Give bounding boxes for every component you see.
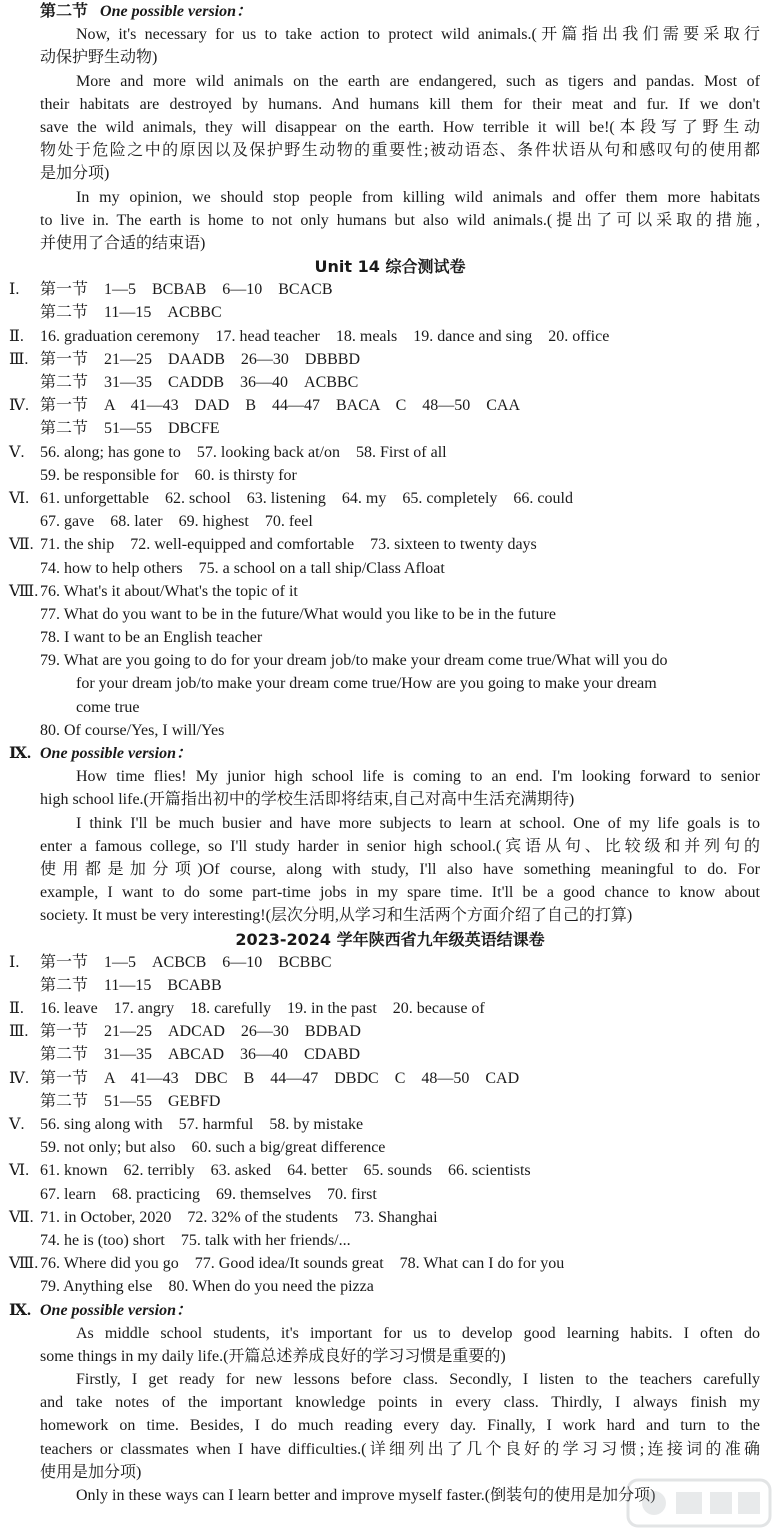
essay-line: enter a famous college, so I'll study harder in senior high school.(宾语从句、比较级和并列句的 bbox=[40, 837, 760, 855]
answer-text: 74. he is (too) short 75. talk with her friends/... bbox=[40, 1231, 351, 1249]
essay-line: high school life.(开篇指出初中的学校生活即将结束,自己对高中生活充满期待) bbox=[40, 791, 575, 809]
answer-line bbox=[0, 557, 780, 580]
answer-line bbox=[0, 1159, 780, 1182]
answer-line bbox=[0, 441, 780, 464]
roman-numeral: Ⅷ. bbox=[9, 582, 39, 600]
roman-numeral: Ⅰ. bbox=[9, 281, 20, 299]
roman-numeral: Ⅵ. bbox=[9, 489, 30, 507]
answer-text: 第一节 21—25 DAADB 26—30 DBBBD bbox=[40, 350, 361, 368]
essay-line: to live in. The earth is home to not only humans but also wild animals.(提出了可以采取的措施, bbox=[40, 211, 760, 229]
essay-line: some things in my daily life.(开篇总述养成良好的学习习惯是重要的) bbox=[40, 1347, 506, 1365]
answer-text: 76. Where did you go 77. Good idea/It sounds great 78. What can I do for you bbox=[40, 1255, 565, 1273]
essay-line: In my opinion, we should stop people from killing wild animals and offer them more habitats bbox=[76, 188, 760, 206]
answer-text: 第二节 11—15 BCABB bbox=[40, 976, 222, 994]
essay-line: 使用是加分项) bbox=[40, 1463, 142, 1481]
answer-text: come true bbox=[76, 698, 140, 716]
version-label: One possible version： bbox=[40, 1301, 193, 1319]
roman-numeral: Ⅳ. bbox=[9, 1069, 29, 1087]
answer-line bbox=[0, 278, 780, 301]
answer-text: 67. gave 68. later 69. highest 70. feel bbox=[40, 513, 313, 531]
answer-text: 67. learn 68. practicing 69. themselves 70. first bbox=[40, 1185, 377, 1203]
answer-text: for your dream job/to make your dream come true/How are you going to make your dream bbox=[76, 675, 657, 693]
answer-text: 第二节 51—55 GEBFD bbox=[40, 1092, 221, 1110]
essay-line: I think I'll be much busier and have more subjects to learn at school. One of my life goals is to bbox=[76, 814, 760, 832]
section-label: 第二节 bbox=[40, 3, 89, 20]
answer-text: 56. sing along with 57. harmful 58. by mistake bbox=[40, 1116, 364, 1133]
answer-line bbox=[0, 580, 780, 603]
essay-line: How time flies! My junior high school life is coming to an end. I'm looking forward to senior bbox=[76, 768, 760, 786]
answer-text: 61. unforgettable 62. school 63. listening 64. my 65. completely 66. could bbox=[40, 489, 573, 507]
answer-text: 第一节 1—5 BCBAB 6—10 BCACB bbox=[40, 281, 333, 299]
roman-numeral: Ⅰ. bbox=[9, 953, 20, 971]
answer-text: 第二节 51—55 DBCFE bbox=[40, 420, 220, 438]
essay-line: example, I want to do some part-time jobs in my spare time. It'll be a good chance to know about bbox=[40, 884, 760, 902]
roman-numeral: Ⅳ. bbox=[9, 397, 29, 415]
answer-text: 第一节 A 41—43 DBC B 44—47 DBDC C 48—50 CAD bbox=[40, 1069, 520, 1087]
roman-numeral: Ⅴ. bbox=[9, 1116, 25, 1133]
essay-line: Firstly, I get ready for new lessons before class. Secondly, I listen to the teachers carefully bbox=[76, 1371, 760, 1389]
essay-line: society. It must be very interesting!(层次分明,从学习和生活两个方面介绍了自己的打算) bbox=[40, 907, 633, 925]
answer-line bbox=[0, 394, 780, 417]
writing-header bbox=[0, 742, 780, 765]
section-header bbox=[0, 0, 780, 23]
answer-line bbox=[0, 719, 780, 742]
answer-line bbox=[0, 487, 780, 510]
answer-text: 16. graduation ceremony 17. head teacher 18. meals 19. dance and sing 20. office bbox=[40, 327, 610, 345]
answer-line bbox=[0, 951, 780, 974]
writing-header bbox=[0, 1299, 780, 1322]
answer-text: 78. I want to be an English teacher bbox=[40, 629, 263, 647]
answer-text: 59. be responsible for 60. is thirsty for bbox=[40, 466, 297, 484]
roman-numeral: Ⅸ. bbox=[9, 1301, 32, 1319]
roman-numeral: Ⅲ. bbox=[9, 1023, 29, 1041]
answer-line bbox=[0, 1229, 780, 1252]
answer-line bbox=[0, 1183, 780, 1206]
answer-line bbox=[0, 325, 780, 348]
roman-numeral: Ⅲ. bbox=[9, 350, 29, 368]
answer-line bbox=[0, 533, 780, 556]
answer-text: 第一节 21—25 ADCAD 26—30 BDBAD bbox=[40, 1023, 361, 1041]
answer-line bbox=[0, 603, 780, 626]
answer-line bbox=[0, 1020, 780, 1043]
roman-numeral: Ⅶ. bbox=[9, 536, 34, 554]
answer-text: 第一节 1—5 ACBCB 6—10 BCBBC bbox=[40, 953, 332, 971]
answer-text: 79. What are you going to do for your dream job/to make your dream come true/What will you do bbox=[40, 652, 668, 670]
answer-text: 59. not only; but also 60. such a big/great difference bbox=[40, 1139, 386, 1157]
answer-text: 61. known 62. terribly 63. asked 64. better 65. sounds 66. scientists bbox=[40, 1162, 531, 1180]
answer-line bbox=[0, 997, 780, 1020]
answer-line bbox=[0, 696, 780, 719]
answer-line bbox=[0, 348, 780, 371]
version-label: One possible version： bbox=[40, 745, 193, 762]
answer-line bbox=[0, 1067, 780, 1090]
exam-title: 2023-2024 学年陕西省九年级英语结课卷 bbox=[235, 929, 545, 949]
answer-line bbox=[0, 1206, 780, 1229]
answer-text: 79. Anything else 80. When do you need the pizza bbox=[40, 1278, 374, 1296]
essay-line: 使用都是加分项)Of course, along with study, I'll also have something meaningful to do. For bbox=[40, 860, 760, 878]
answer-line bbox=[0, 301, 780, 324]
essay-line: Only in these ways can I learn better and improve myself faster.(倒装句的使用是加分项) bbox=[76, 1487, 656, 1504]
roman-numeral: Ⅱ. bbox=[9, 1000, 24, 1018]
answer-text: 第二节 31—35 ABCAD 36—40 CDABD bbox=[40, 1046, 361, 1064]
essay-line: More and more wild animals on the earth are endangered, such as tigers and pandas. Most of bbox=[76, 72, 760, 90]
answer-line bbox=[0, 1275, 780, 1298]
essay-line: As middle school students, it's important for us to develop good learning habits. I often do bbox=[76, 1324, 760, 1342]
answer-line bbox=[0, 1252, 780, 1275]
answer-line bbox=[0, 417, 780, 440]
answer-text: 71. the ship 72. well-equipped and comfortable 73. sixteen to twenty days bbox=[40, 536, 537, 554]
answer-line bbox=[0, 649, 780, 672]
essay-line: homework on time. Besides, I do much reading every day. Finally, I work hard and turn to the bbox=[40, 1417, 760, 1435]
essay-line: their habitats are destroyed by humans. And humans kill them for their meat and fur. If we don't bbox=[40, 95, 760, 113]
essay-line: 是加分项) bbox=[40, 165, 110, 183]
answer-text: 76. What's it about/What's the topic of it bbox=[40, 582, 298, 600]
answer-text: 16. leave 17. angry 18. carefully 19. in the past 20. because of bbox=[40, 1000, 485, 1018]
version-label: One possible version： bbox=[100, 3, 253, 20]
answer-line bbox=[0, 672, 780, 695]
answer-line bbox=[0, 974, 780, 997]
roman-numeral: Ⅵ. bbox=[9, 1162, 30, 1180]
answer-text: 第一节 A 41—43 DAD B 44—47 BACA C 48—50 CAA bbox=[40, 397, 521, 415]
essay-line: save the wild animals, they will disappear on the earth. How terrible it will be!(本段写了野生动 bbox=[40, 118, 760, 136]
watermark-logo-icon bbox=[624, 1474, 774, 1532]
answer-line bbox=[0, 626, 780, 649]
answer-line bbox=[0, 371, 780, 394]
answer-text: 80. Of course/Yes, I will/Yes bbox=[40, 721, 225, 739]
roman-numeral: Ⅶ. bbox=[9, 1208, 34, 1226]
unit14-title: Unit 14 综合测试卷 bbox=[314, 257, 466, 277]
answer-text: 71. in October, 2020 72. 32% of the students 73. Shanghai bbox=[40, 1208, 438, 1226]
answer-line bbox=[0, 464, 780, 487]
essay-line: Now, it's necessary for us to take action to protect wild animals.(开篇指出我们需要采取行 bbox=[76, 26, 760, 44]
roman-numeral: Ⅱ. bbox=[9, 327, 24, 345]
essay-line: 动保护野生动物) bbox=[40, 49, 158, 67]
answer-line bbox=[0, 1136, 780, 1159]
answer-text: 第二节 11—15 ACBBC bbox=[40, 304, 222, 322]
roman-numeral: Ⅸ. bbox=[9, 745, 32, 762]
essay-line: and take notes of the important knowledge points in every class. Thirdly, I always finish my bbox=[40, 1394, 760, 1412]
essay-line: 并使用了合适的结束语) bbox=[40, 234, 206, 252]
roman-numeral: Ⅴ. bbox=[9, 443, 25, 461]
roman-numeral: Ⅷ. bbox=[9, 1255, 39, 1273]
answer-line bbox=[0, 1043, 780, 1066]
essay-line: teachers or classmates when I have difficulties.(详细列出了几个良好的学习习惯;连接词的准确 bbox=[40, 1440, 760, 1458]
essay-line: 物处于危险之中的原因以及保护野生动物的重要性;被动语态、条件状语从句和感叹句的使用都 bbox=[40, 142, 760, 160]
answer-text: 56. along; has gone to 57. looking back at/on 58. First of all bbox=[40, 443, 447, 461]
answer-line bbox=[0, 1090, 780, 1113]
answer-text: 第二节 31—35 CADDB 36—40 ACBBC bbox=[40, 374, 359, 391]
answer-line bbox=[0, 510, 780, 533]
answer-text: 74. how to help others 75. a school on a tall ship/Class Afloat bbox=[40, 559, 445, 577]
answer-text: 77. What do you want to be in the future/What would you like to be in the future bbox=[40, 605, 557, 623]
answer-line bbox=[0, 1113, 780, 1136]
